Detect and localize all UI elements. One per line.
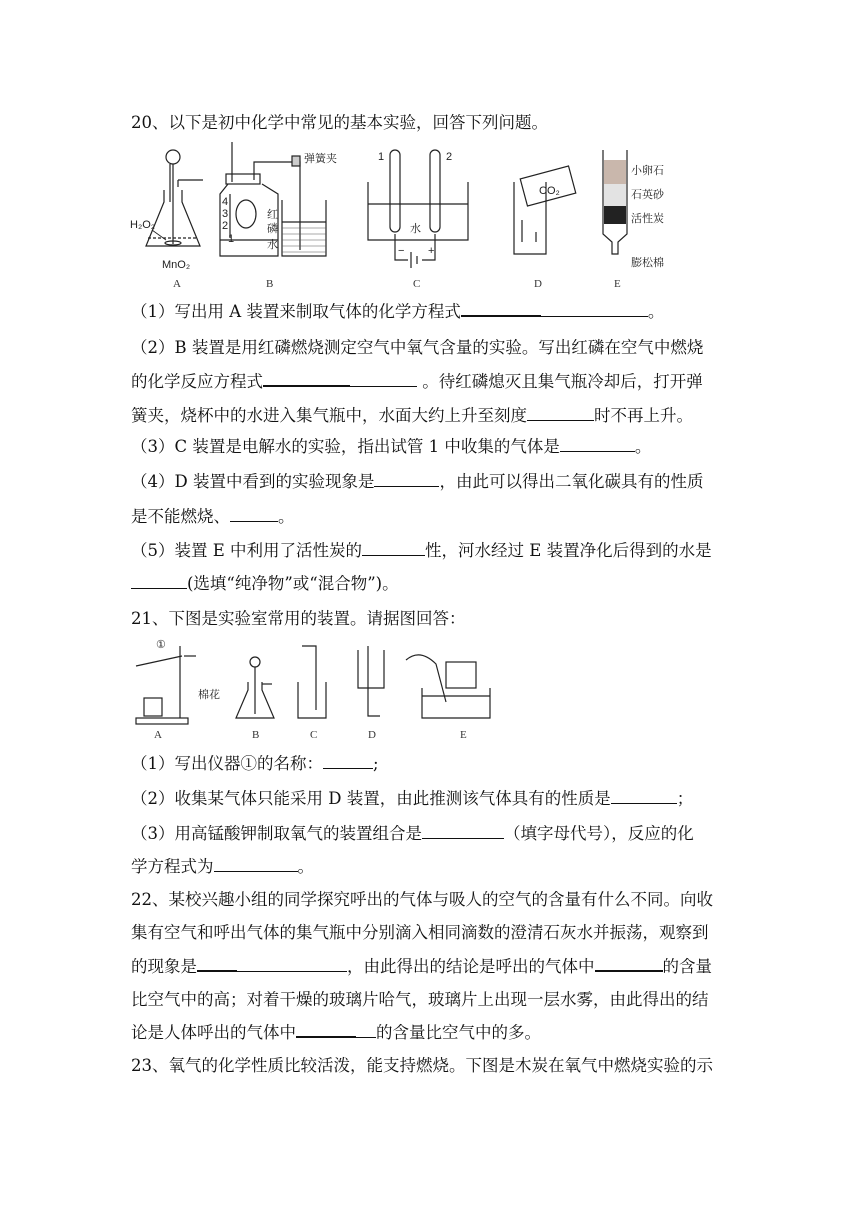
svg-text:A: A: [173, 278, 181, 290]
svg-text:CO₂: CO₂: [539, 185, 560, 197]
answer-blank[interactable]: [422, 824, 504, 839]
svg-text:膨松棉: 膨松棉: [631, 257, 664, 269]
answer-blank[interactable]: [263, 371, 350, 387]
q22-line1: 22、某校兴趣小组的同学探究呼出的气体与吸人的空气的含量有什么不同。向收: [131, 890, 713, 909]
answer-blank[interactable]: [131, 574, 187, 589]
svg-text:H₂O₂: H₂O₂: [130, 219, 156, 231]
answer-blank[interactable]: [350, 372, 417, 387]
answer-blank[interactable]: [362, 541, 425, 556]
svg-text:D: D: [534, 278, 542, 290]
answer-blank[interactable]: [296, 1022, 356, 1038]
q21-p2: （2）收集某气体只能采用 D 装置，由此推测该气体具有的性质是 ；: [131, 789, 694, 808]
answer-blank[interactable]: [560, 437, 635, 452]
svg-text:MnO₂: MnO₂: [162, 259, 191, 271]
svg-text:磷: 磷: [267, 223, 278, 235]
q20-p5b: (选填“纯净物”或“混合物”)。: [131, 573, 399, 595]
answer-blank[interactable]: [237, 957, 347, 972]
q22-line5: 论是人体呼出的气体中 的含量比空气中的多。: [131, 1023, 541, 1042]
apparatus-d: [358, 646, 384, 716]
q20-p1: （1）写出用 A 装置来制取气体的化学方程式 。: [131, 302, 665, 321]
apparatus-c: [368, 150, 468, 268]
q20-p4a: （4）D 装置中看到的实验现象是 ，由此可以得出二氧化碳具有的性质: [131, 472, 704, 491]
answer-blank[interactable]: [374, 472, 439, 487]
svg-text:活性炭: 活性炭: [631, 213, 664, 225]
answer-blank[interactable]: [197, 956, 237, 972]
q21-p1: （1）写出仪器①的名称： ;: [131, 754, 379, 773]
svg-text:E: E: [460, 729, 467, 741]
answer-blank[interactable]: [323, 754, 373, 769]
answer-blank[interactable]: [214, 857, 298, 872]
svg-text:E: E: [614, 278, 621, 290]
svg-text:1: 1: [228, 233, 235, 245]
q20-p2a: （2）B 装置是用红磷燃烧测定空气中氧气含量的实验。写出红磷在空气中燃烧: [131, 338, 704, 357]
q20-p2b: 的化学反应方程式 。待红磷熄灭且集气瓶冷却后，打开弹: [131, 372, 703, 391]
svg-text:C: C: [413, 278, 421, 290]
answer-blank[interactable]: [230, 507, 278, 522]
svg-text:1: 1: [378, 151, 385, 163]
apparatus-d: [514, 166, 576, 254]
answer-blank[interactable]: [595, 956, 663, 972]
svg-text:C: C: [310, 729, 318, 741]
q20-intro: 20、以下是初中化学中常见的基本实验，回答下列问题。: [131, 113, 548, 132]
svg-text:棉花: 棉花: [198, 689, 220, 701]
svg-text:2: 2: [446, 151, 453, 163]
q20-p3: （3）C 装置是电解水的实验，指出试管 1 中收集的气体是 。: [131, 437, 652, 456]
q22-line3: 的现象是 ，由此得出的结论是呼出的气体中 的含量: [131, 957, 712, 976]
svg-text:4: 4: [222, 196, 229, 208]
apparatus-e: [406, 655, 490, 718]
answer-blank[interactable]: [356, 1023, 376, 1038]
q21-figure: [130, 638, 500, 742]
answer-blank[interactable]: [611, 789, 677, 804]
svg-text:红: 红: [267, 209, 278, 221]
svg-text:D: D: [368, 729, 376, 741]
q22-line4: 比空气中的高；对着干燥的玻璃片哈气，玻璃片上出现一层水雾，由此得出的结: [131, 990, 709, 1009]
apparatus-c: [298, 646, 326, 718]
q20-p2c: 簧夹，烧杯中的水进入集气瓶中，水面大约上升至刻度 时不再上升。: [131, 406, 693, 425]
svg-text:弹簧夹: 弹簧夹: [304, 153, 337, 165]
q22-line2: 集有空气和呼出气体的集气瓶中分别滴入相同滴数的澄清石灰水并振荡，观察到: [131, 923, 709, 942]
svg-text:①: ①: [156, 639, 166, 651]
svg-text:B: B: [266, 278, 274, 290]
svg-text:2: 2: [222, 220, 229, 232]
q20-figure: [128, 142, 664, 292]
q21-intro: 21、下图是实验室常用的装置。请据图回答：: [131, 609, 466, 628]
q20-p4b: 是不能燃烧、 。: [131, 507, 295, 526]
q21-p3b: 学方程式为 。: [131, 857, 314, 876]
apparatus-a: [136, 646, 196, 724]
svg-text:水: 水: [267, 239, 278, 251]
answer-blank[interactable]: [461, 301, 541, 317]
q23-line1: 23、氧气的化学性质比较活泼，能支持燃烧。下图是木炭在氧气中燃烧实验的示: [131, 1056, 713, 1075]
q20-p5a: （5）装置 E 中利用了活性炭的 性，河水经过 E 装置净化后得到的水是: [131, 541, 712, 560]
svg-text:小卵石: 小卵石: [631, 165, 664, 177]
svg-text:水: 水: [410, 223, 421, 235]
apparatus-b: [236, 657, 274, 718]
svg-text:+: +: [428, 245, 435, 257]
svg-text:−: −: [398, 245, 405, 257]
svg-text:石英砂: 石英砂: [631, 189, 664, 201]
answer-blank[interactable]: [541, 302, 648, 317]
svg-text:A: A: [154, 729, 162, 741]
q21-p3a: （3）用高锰酸钾制取氧气的装置组合是 （填字母代号），反应的化: [131, 824, 694, 843]
answer-blank[interactable]: [527, 406, 594, 421]
svg-text:B: B: [252, 729, 260, 741]
svg-text:3: 3: [222, 208, 229, 220]
